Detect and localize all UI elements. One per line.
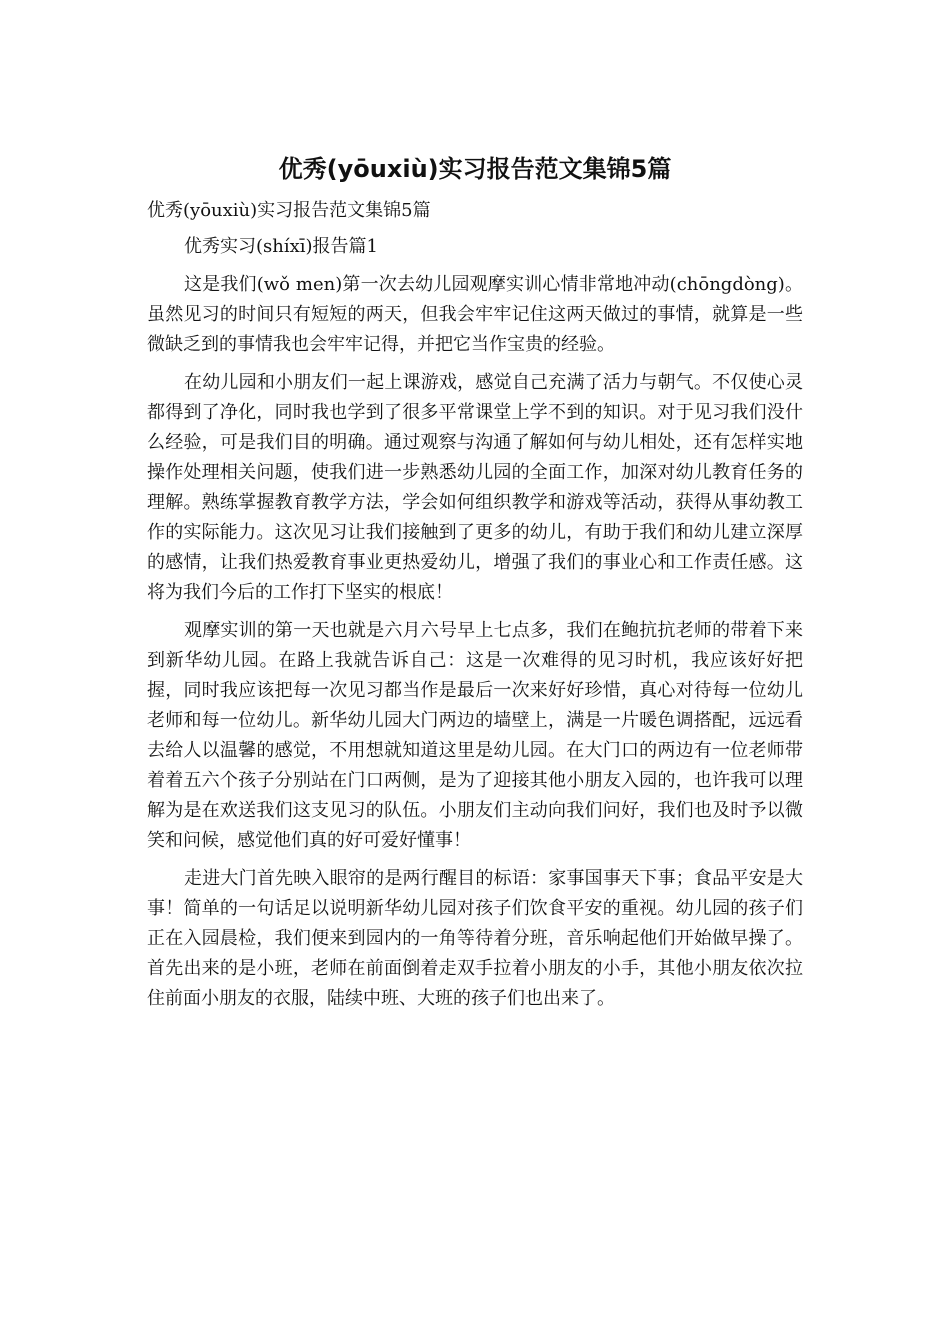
document-body (147, 196, 803, 1022)
document-subtitle: 优秀(yōuxiù)实习报告范文集锦5篇 (147, 200, 431, 221)
paragraph-1: 这是我们(wǒ men)第一次去幼儿园观摩实训心情非常地冲动(chōngdòng)。虽然见习的时间只有短短的两天，但我会牢牢记住这两天做过的事情，就算是一些微缺乏到的事情我也会牢牢记得，并把它当作宝贵的经验。 (147, 274, 803, 355)
paragraph-4: 走进大门首先映入眼帘的是两行醒目的标语：家事国事天下事；食品平安是大事！简单的一句话足以说明新华幼儿园对孩子们饮食平安的重视。幼儿园的孩子们正在入园晨检，我们便来到园内的一角等待着分班，音乐响起他们开始做早操了。首先出来的是小班，老师在前面倒着走双手拉着小朋友的小手，其他小朋友依次拉住前面小朋友的衣服，陆续中班、大班的孩子们也出来了。 (147, 868, 803, 1009)
document-title: 优秀(yōuxiù)实习报告范文集锦5篇 (278, 155, 672, 183)
paragraph-2: 在幼儿园和小朋友们一起上课游戏，感觉自己充满了活力与朝气。不仅使心灵都得到了净化，同时我也学到了很多平常课堂上学不到的知识。对于见习我们没什么经验，可是我们目的明确。通过观察与沟通了解如何与幼儿相处，还有怎样实地操作处理相关问题，使我们进一步熟悉幼儿园的全面工作，加深对幼儿教育任务的理解。熟练掌握教育教学方法，学会如何组织教学和游戏等活动，获得从事幼教工作的实际能力。这次见习让我们接触到了更多的幼儿，有助于我们和幼儿建立深厚的感情，让我们热爱教育事业更热爱幼儿，增强了我们的事业心和工作责任感。这将为我们今后的工作打下坚实的根底！ (147, 372, 803, 603)
section-heading: 优秀实习(shíxī)报告篇1 (184, 236, 378, 257)
paragraph-3: 观摩实训的第一天也就是六月六号早上七点多，我们在鲍抗抗老师的带着下来到新华幼儿园。在路上我就告诉自己：这是一次难得的见习时机，我应该好好把握，同时我应该把每一次见习都当作是最后一次来好好珍惜，真心对待每一位幼儿老师和每一位幼儿。新华幼儿园大门两边的墙壁上，满是一片暖色调搭配，远远看去给人以温馨的感觉，不用想就知道这里是幼儿园。在大门口的两边有一位老师带着着五六个孩子分别站在门口两侧，是为了迎接其他小朋友入园的，也许我可以理解为是在欢送我们这支见习的队伍。小朋友们主动向我们问好，我们也及时予以微笑和问候，感觉他们真的好可爱好懂事！ (147, 620, 803, 851)
